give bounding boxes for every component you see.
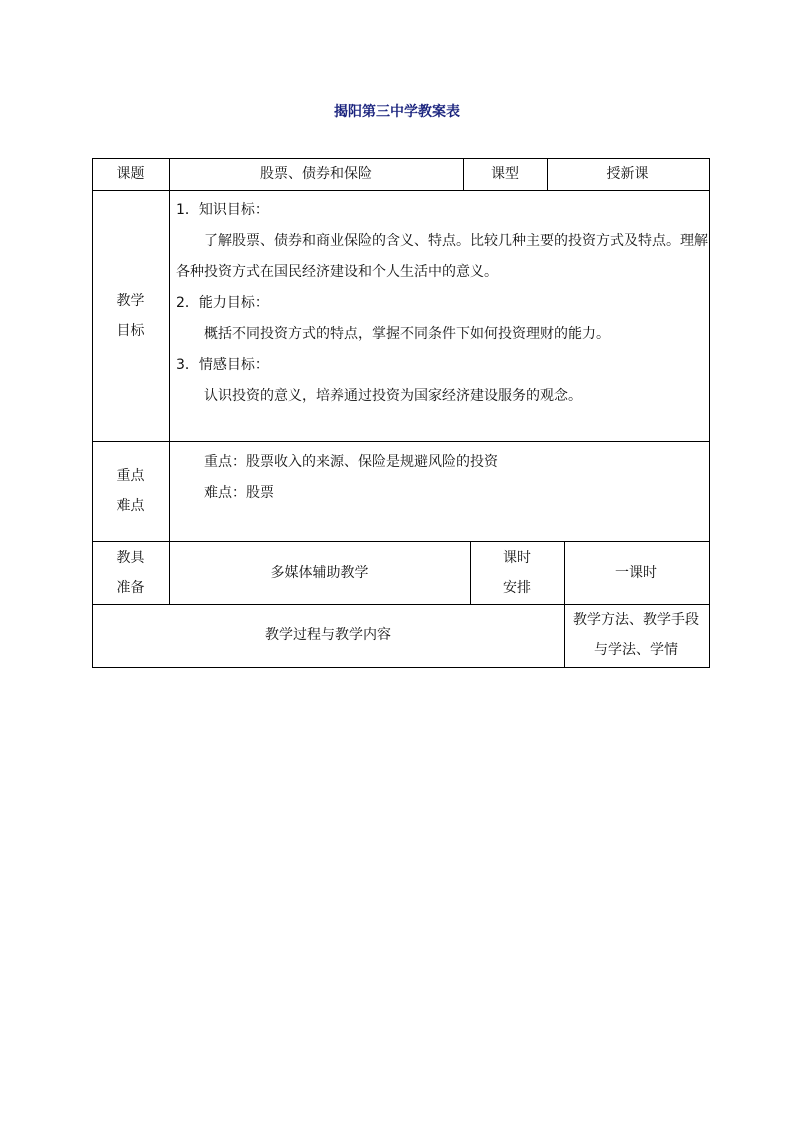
objective-line: 2．能力目标： [176, 295, 269, 311]
topic-label: 课题 [116, 166, 145, 182]
objective-line: 各种投资方式在国民经济建设和个人生活中的意义。 [176, 264, 498, 280]
prep-label-line-2: 准备 [116, 579, 145, 596]
objective-line: 概括不同投资方式的特点，掌握不同条件下如何投资理财的能力。 [204, 326, 610, 342]
objective-line: 了解股票、债券和商业保险的含义、特点。比较几种主要的投资方式及特点。理解 [204, 233, 708, 249]
method-label-line-2: 与学法、学情 [594, 642, 678, 658]
prep-value: 多媒体辅助教学 [270, 564, 369, 581]
method-label-line-1: 教学方法、教学手段 [573, 612, 699, 628]
keypoints-label-line-1: 重点 [116, 468, 145, 484]
objectives-label [92, 190, 169, 441]
lesson-type-label: 课型 [491, 166, 519, 182]
time-value: 一课时 [615, 564, 657, 581]
keypoints-label-line-2: 难点 [116, 498, 145, 514]
topic-value: 股票、债券和保险 [260, 166, 372, 182]
time-label [470, 541, 564, 604]
process-content-label: 教学过程与教学内容 [265, 627, 391, 643]
prep-label-line-1: 教具 [116, 549, 145, 566]
time-label-line-1: 课时 [503, 549, 531, 566]
objectives-content [169, 190, 708, 441]
prep-label [92, 541, 169, 604]
keypoints-content [169, 441, 708, 541]
time-label-line-2: 安排 [503, 579, 531, 596]
page-title: 揭阳第三中学教案表 [334, 104, 460, 120]
objective-line: 认识投资的意义，培养通过投资为国家经济建设服务的观念。 [204, 388, 582, 404]
objectives-label-line-1: 教学 [116, 292, 145, 309]
lesson-type-value: 授新课 [606, 166, 649, 182]
keypoint-line: 重点：股票收入的来源、保险是规避风险的投资 [204, 454, 498, 470]
keypoints-label [92, 441, 169, 541]
keypoint-line: 难点：股票 [204, 485, 274, 501]
objective-line: 1．知识目标： [176, 202, 269, 218]
objective-line: 3．情感目标： [176, 357, 269, 373]
objectives-label-line-2: 目标 [116, 322, 145, 339]
process-method-label [564, 604, 708, 666]
